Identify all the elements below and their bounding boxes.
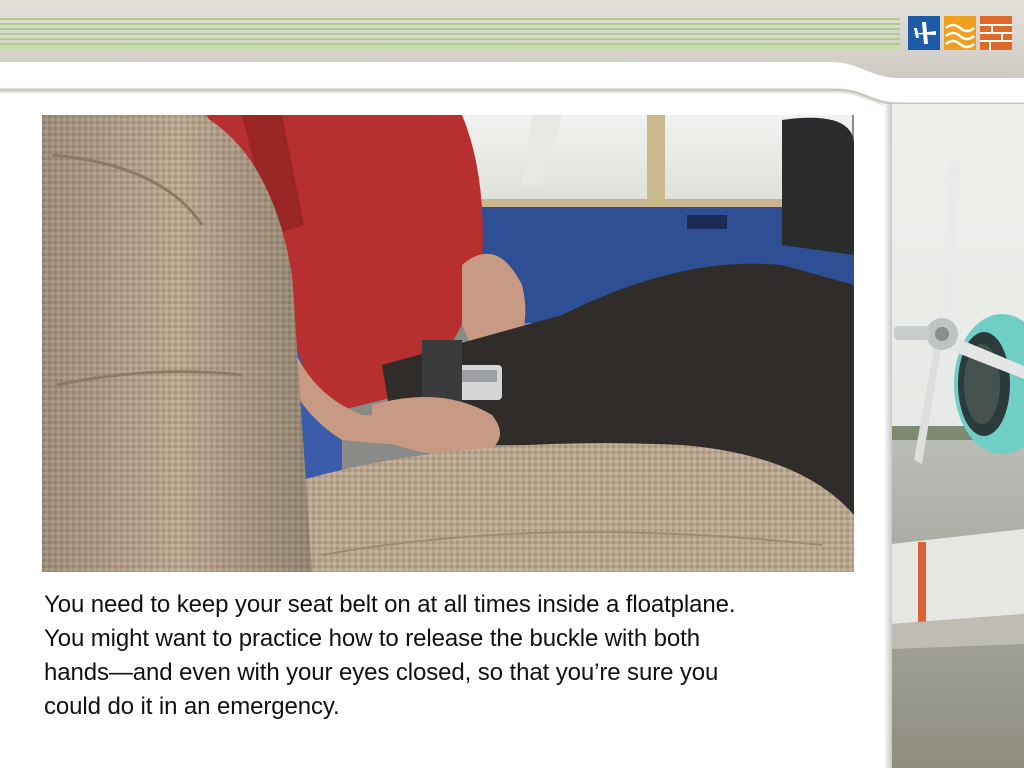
floatplane-propeller-photo bbox=[892, 104, 1024, 768]
seat-belt-buckle-photo bbox=[42, 115, 854, 572]
caption-line: You might want to practice how to release the buckle with both bbox=[44, 625, 700, 652]
caption-line: hands—and even with your eyes closed, so that you’re sure you bbox=[44, 659, 719, 686]
caption-line: could do it in an emergency. bbox=[44, 693, 340, 720]
caption-line: You need to keep your seat belt on at all times inside a floatplane. bbox=[44, 591, 736, 618]
header-decoration bbox=[0, 0, 1024, 110]
slide-caption bbox=[44, 588, 894, 724]
floatplane-logo-icon bbox=[908, 16, 1012, 50]
slide-header bbox=[0, 0, 1024, 110]
